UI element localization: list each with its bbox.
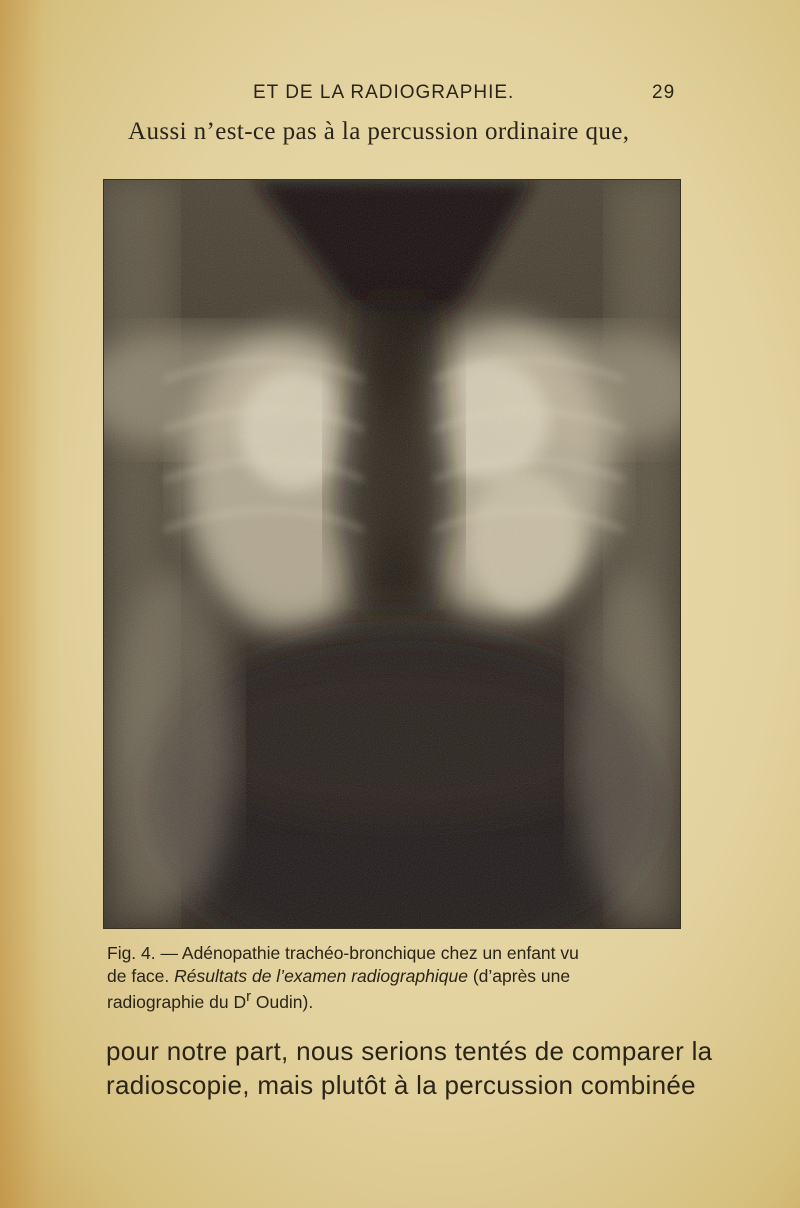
xray-image [104, 180, 680, 928]
running-header [0, 82, 800, 110]
figure-caption-line-2 [107, 966, 697, 987]
caption-superscript: r [246, 989, 251, 1005]
caption-italic: Résultats de l’examen radiographique [174, 966, 468, 986]
text-line-top: Aussi n’est-ce pas à la percussion ordinaire que, [128, 118, 630, 145]
running-title: ET DE LA RADIOGRAPHIE. [253, 82, 515, 103]
body-text-line-1: pour notre part, nous serions tentés de comparer la [106, 1036, 713, 1066]
figure-title: Adénopathie trachéo-bronchique chez un enfant vu [181, 943, 579, 963]
body-text-line-2: radioscopie, mais plutôt à la percussion combinée [106, 1070, 696, 1100]
caption-text: radiographie du D [107, 991, 247, 1012]
page-number: 29 [652, 82, 676, 103]
figure-caption-line-3 [107, 989, 697, 1013]
caption-text: Oudin). [250, 991, 314, 1012]
figure-caption-line-1 [107, 943, 697, 964]
figure-label: Fig. 4. — [107, 943, 178, 963]
page-edge-shadow [0, 0, 60, 1208]
caption-text: (d’après une [472, 966, 571, 986]
caption-text: de face. [107, 966, 170, 986]
xray-figure [103, 179, 681, 929]
